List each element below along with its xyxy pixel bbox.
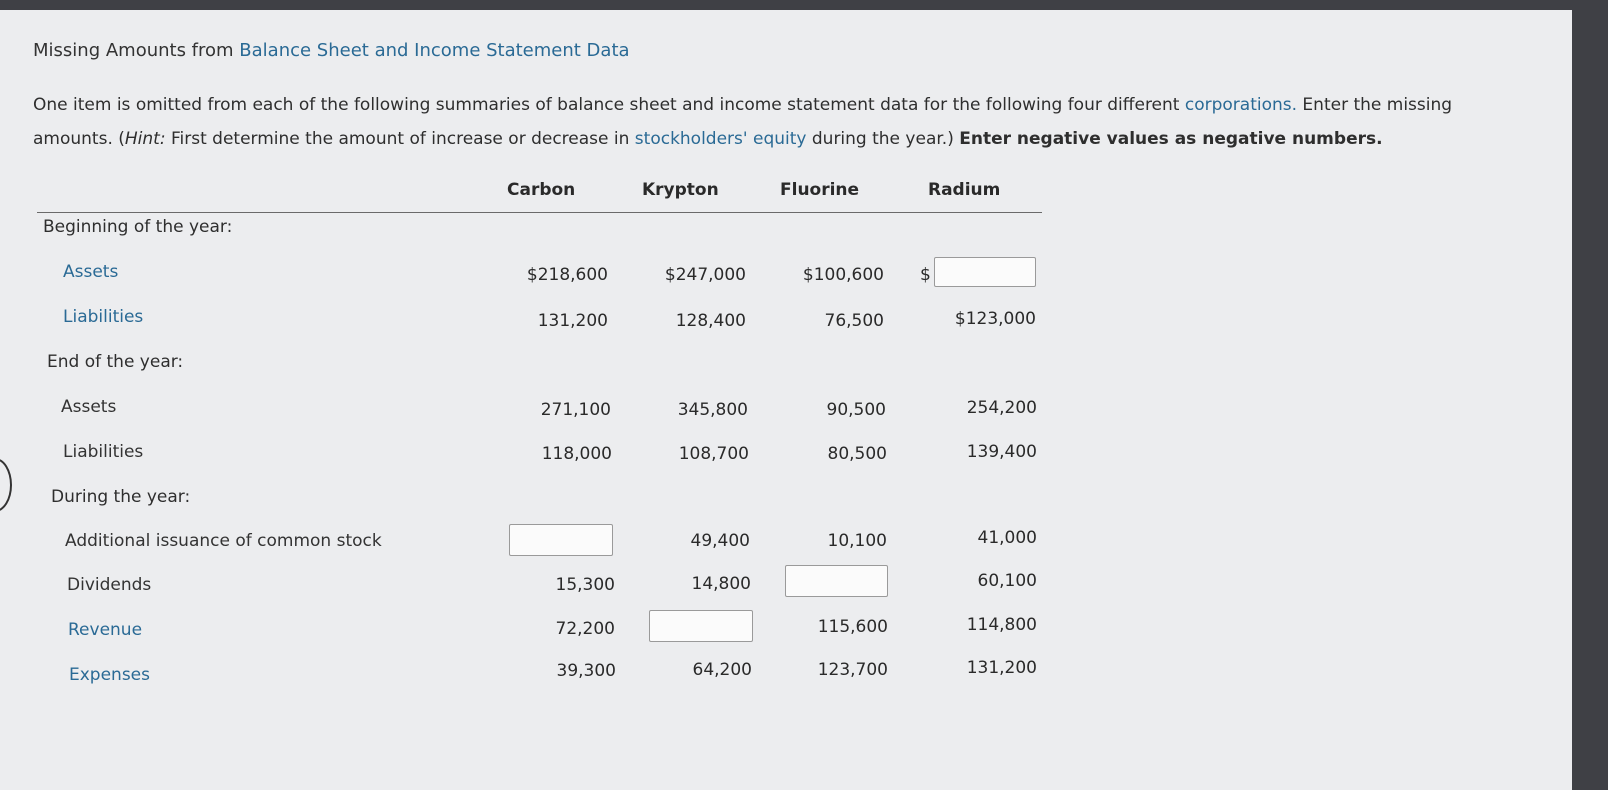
row-label-end-assets: Assets bbox=[61, 397, 117, 417]
cell-fluorine-end-liabilities: 80,500 bbox=[827, 444, 887, 464]
radium-begin-assets-input[interactable] bbox=[934, 257, 1036, 287]
cell-krypton-begin-liabilities: 128,400 bbox=[675, 311, 746, 331]
column-header-fluorine: Fluorine bbox=[780, 180, 860, 200]
row-label-end-liabilities: Liabilities bbox=[63, 442, 144, 462]
hint-label: Hint: bbox=[124, 129, 166, 149]
worksheet-panel bbox=[0, 10, 1572, 790]
cell-carbon-revenue: 72,200 bbox=[555, 619, 615, 639]
cell-carbon-begin-assets: $218,600 bbox=[526, 265, 608, 285]
section-end: End of the year: bbox=[47, 352, 184, 372]
cell-carbon-end-liabilities: 118,000 bbox=[541, 444, 612, 464]
fluorine-dividends-input[interactable] bbox=[785, 565, 888, 597]
title-link[interactable]: Balance Sheet and Income Statement Data bbox=[239, 40, 630, 61]
cell-fluorine-end-assets: 90,500 bbox=[826, 400, 886, 420]
corporations-link[interactable]: corporations. bbox=[1184, 95, 1298, 115]
cell-krypton-end-assets: 345,800 bbox=[677, 400, 748, 420]
cell-fluorine-issuance: 10,100 bbox=[827, 531, 887, 551]
cell-carbon-begin-liabilities: 131,200 bbox=[537, 311, 608, 331]
krypton-revenue-input[interactable] bbox=[649, 610, 753, 642]
cell-fluorine-begin-assets: $100,600 bbox=[802, 265, 884, 285]
cell-fluorine-expenses: 123,700 bbox=[817, 660, 888, 680]
section-during: During the year: bbox=[51, 487, 191, 507]
cell-krypton-expenses: 64,200 bbox=[692, 660, 752, 680]
negative-values-note: Enter negative values as negative numbers. bbox=[959, 129, 1383, 149]
cell-fluorine-revenue: 115,600 bbox=[817, 617, 888, 637]
scroll-handle[interactable] bbox=[0, 458, 12, 512]
carbon-issuance-input[interactable] bbox=[509, 524, 613, 556]
cell-carbon-end-assets: 271,100 bbox=[540, 400, 611, 420]
cell-radium-end-assets: 254,200 bbox=[966, 398, 1037, 418]
page-title: Missing Amounts from Balance Sheet and Income Statement Data bbox=[33, 40, 630, 61]
cell-carbon-expenses: 39,300 bbox=[556, 661, 616, 681]
row-label-dividends: Dividends bbox=[67, 575, 152, 595]
instructions: One item is omitted from each of the following summaries of balance sheet and income statement data for the following four different corporations. Enter the missing amounts. (Hint: First determine the amount of increase or decrease in stockholders' equity during the year.) Enter negative values as negative numbers. bbox=[33, 95, 1453, 149]
row-label-issuance: Additional issuance of common stock bbox=[65, 531, 382, 551]
cell-carbon-dividends: 15,300 bbox=[555, 575, 615, 595]
section-beginning: Beginning of the year: bbox=[43, 217, 233, 237]
cell-radium-end-liabilities: 139,400 bbox=[966, 442, 1037, 462]
cell-fluorine-begin-liabilities: 76,500 bbox=[824, 311, 884, 331]
row-label-revenue[interactable]: Revenue bbox=[68, 620, 143, 640]
column-header-carbon: Carbon bbox=[507, 180, 576, 200]
cell-radium-dividends: 60,100 bbox=[977, 571, 1037, 591]
cell-krypton-issuance: 49,400 bbox=[690, 531, 750, 551]
row-label-expenses[interactable]: Expenses bbox=[69, 665, 150, 685]
cell-krypton-dividends: 14,800 bbox=[691, 574, 751, 594]
column-header-radium: Radium bbox=[928, 180, 1001, 200]
cell-radium-revenue: 114,800 bbox=[966, 615, 1037, 635]
dollar-prefix: $ bbox=[920, 265, 931, 285]
cell-krypton-begin-assets: $247,000 bbox=[664, 265, 746, 285]
stockholders-equity-link[interactable]: stockholders' equity bbox=[634, 129, 807, 149]
header-divider bbox=[37, 212, 1042, 213]
row-label-begin-liabilities[interactable]: Liabilities bbox=[63, 307, 144, 327]
column-header-krypton: Krypton bbox=[642, 180, 719, 200]
cell-radium-issuance: 41,000 bbox=[977, 528, 1037, 548]
cell-krypton-end-liabilities: 108,700 bbox=[678, 444, 749, 464]
cell-radium-begin-liabilities: $123,000 bbox=[954, 309, 1036, 329]
cell-radium-expenses: 131,200 bbox=[966, 658, 1037, 678]
row-label-begin-assets[interactable]: Assets bbox=[63, 262, 119, 282]
